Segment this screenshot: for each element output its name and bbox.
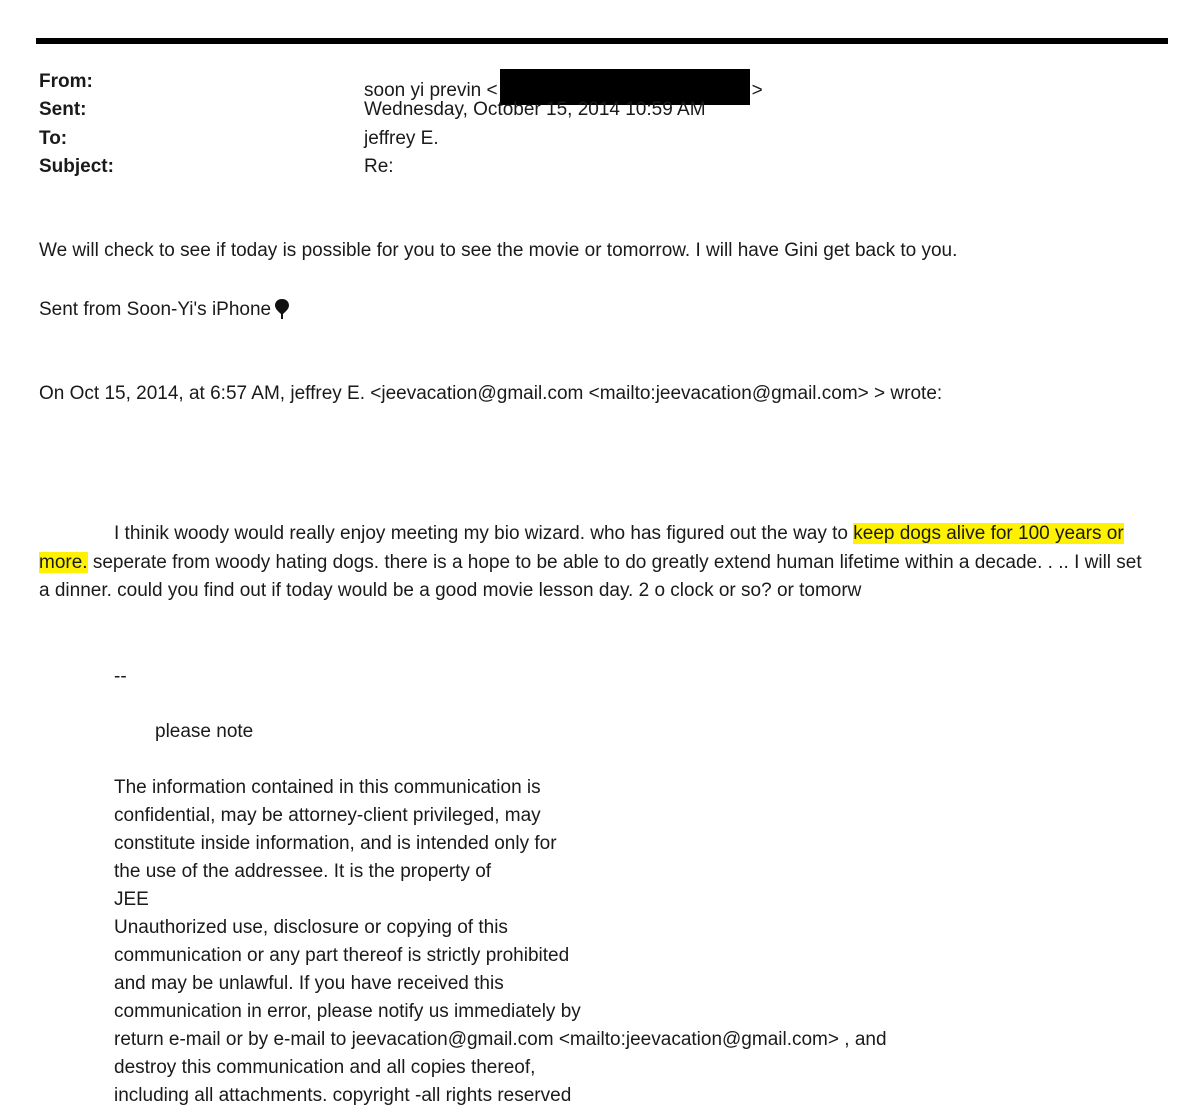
disclaimer-line: return e-mail or by e-mail to jeevacation@gmail.com <mailto:jeevacation@gmail.com> , and	[114, 1029, 887, 1050]
subject-label: Subject:	[39, 156, 114, 177]
disclaimer-line: including all attachments. copyright -all rights reserved	[114, 1085, 572, 1106]
disclaimer-line: destroy this communication and all copies thereof,	[114, 1057, 536, 1078]
disclaimer-line: JEE	[114, 889, 149, 910]
disclaimer-line: communication or any part thereof is strictly prohibited	[114, 945, 570, 966]
reply-text: We will check to see if today is possible for you to see the movie or tomorrow. I will have Gini get back to you.	[39, 240, 958, 261]
disclaimer-line: constitute inside information, and is intended only for	[114, 833, 557, 854]
map-pin-icon	[275, 299, 289, 319]
quoted-part2: seperate from woody hating dogs. there is a hope to be able to do greatly extend human lifetime within a decade. . .. I will set a dinner. could you find out if today would be a good movie lesson day. 2 o clock or so? or tomorw	[39, 551, 1142, 601]
disclaimer-line: the use of the addressee. It is the property of	[114, 861, 492, 882]
sent-value: Wednesday, October 15, 2014 10:59 AM	[364, 99, 706, 120]
signature-separator: --	[114, 666, 127, 687]
signature-text: Sent from Soon-Yi's iPhone	[39, 299, 272, 320]
disclaimer-line: confidential, may be attorney-client privileged, may	[114, 805, 541, 826]
from-name: soon yi previn <	[364, 80, 498, 101]
quote-intro: On Oct 15, 2014, at 6:57 AM, jeffrey E. <jeevacation@gmail.com <mailto:jeevacation@gmail.com> > wrote:	[39, 383, 943, 404]
from-label: From:	[39, 71, 93, 92]
subject-value: Re:	[364, 156, 394, 177]
disclaimer-line: Unauthorized use, disclosure or copying of this	[114, 917, 508, 938]
highlighted-text: keep dogs alive for 100 years or more.	[39, 523, 1124, 573]
disclaimer-line: The information contained in this communication is	[114, 777, 541, 798]
to-value: jeffrey E.	[364, 128, 439, 149]
quoted-message	[39, 520, 1149, 606]
to-label: To:	[39, 128, 68, 149]
sent-label: Sent:	[39, 99, 87, 120]
disclaimer	[114, 774, 887, 1110]
please-note: please note	[155, 721, 254, 742]
from-close: >	[751, 80, 763, 101]
disclaimer-line: communication in error, please notify us immediately by	[114, 1001, 581, 1022]
top-rule	[36, 38, 1168, 44]
quoted-part1: I thinik woody would really enjoy meeting my bio wizard. who has figured out the way to	[114, 523, 854, 544]
signature-line	[39, 297, 289, 323]
disclaimer-line: and may be unlawful. If you have received this	[114, 973, 504, 994]
